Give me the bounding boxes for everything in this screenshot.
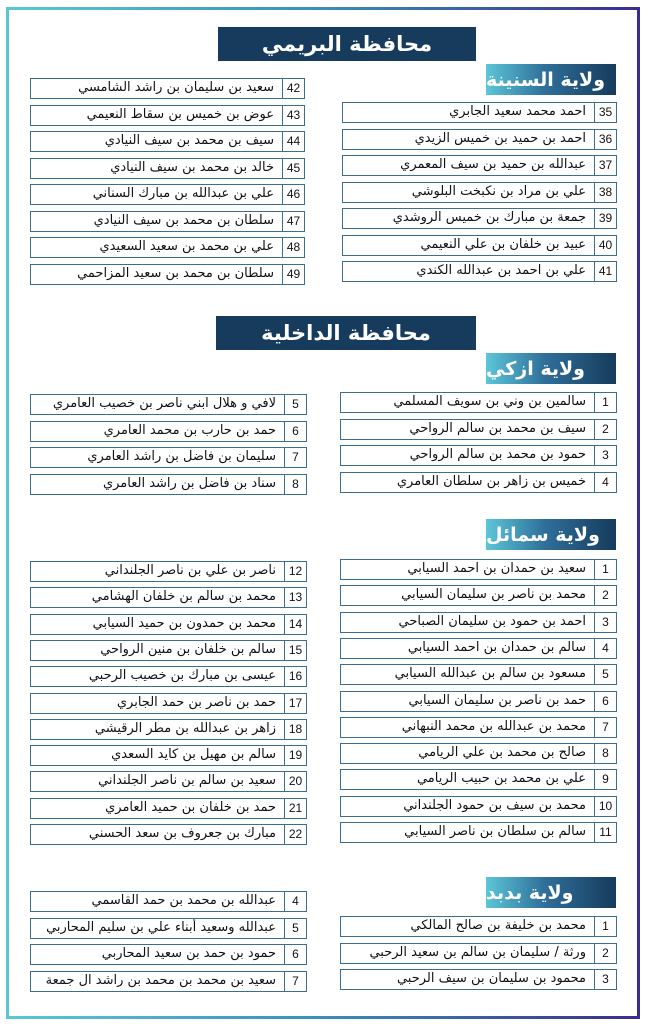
list-item [30, 264, 305, 285]
list-item [30, 719, 307, 740]
list-item [340, 969, 617, 990]
list-item-name: لافي و هلال ابني ناصر بن خصيب العامري [30, 394, 285, 415]
list-item-name: سيف بن محمد بن سيف النيادي [30, 131, 283, 152]
list-item-number: 44 [283, 131, 305, 152]
list-item [30, 158, 305, 179]
list-item-name: علي بن محمد بن سعيد السعيدي [30, 237, 283, 258]
list-item [340, 638, 617, 659]
list-item [340, 472, 617, 493]
list-item-name: سناد بن فاضل بن راشد العامري [30, 474, 285, 495]
list-item [340, 916, 617, 937]
list-item-number: 18 [285, 719, 307, 740]
list-item-name: ورثة / سليمان بن سالم بن سعيد الرحبي [340, 943, 595, 964]
list-item-number: 1 [595, 916, 617, 937]
list-item [30, 891, 307, 912]
list-item [340, 769, 617, 790]
list-item [30, 184, 305, 205]
list-item [342, 235, 617, 256]
list-item-name: سالم بن خلفان بن منين الرواحي [30, 640, 285, 661]
list-item [30, 693, 307, 714]
list-item-name: صالح بن محمد بن علي الريامي [340, 743, 595, 764]
wilaya-tag-izki: ولاية ازكي [486, 353, 616, 384]
list-item-number: 7 [595, 717, 617, 738]
list-item [30, 918, 307, 939]
list-item [340, 559, 617, 580]
list-item [340, 743, 617, 764]
list-item-name: محمد بن عبدالله بن محمد النبهاني [340, 717, 595, 738]
list-item-name: محمد بن سالم بن خلفان الهشامي [30, 587, 285, 608]
list-item-number: 42 [283, 78, 305, 99]
list-item [340, 691, 617, 712]
list-item-number: 2 [595, 943, 617, 964]
list-item-number: 5 [285, 918, 307, 939]
list-item-number: 4 [285, 891, 307, 912]
list-item-number: 48 [283, 237, 305, 258]
list-item-number: 10 [595, 796, 617, 817]
list-item-name: سيف بن محمد بن سالم الرواحي [340, 419, 595, 440]
list-item-number: 8 [595, 743, 617, 764]
list-item-name: حمد بن خلفان بن حميد العامري [30, 798, 285, 819]
list-item-name: محمد بن خليفة بن صالح المالكي [340, 916, 595, 937]
list-item-number: 4 [595, 638, 617, 659]
list-item [30, 421, 307, 442]
list-item-name: سلطان بن محمد بن سعيد المزاحمي [30, 264, 283, 285]
list-item [342, 129, 617, 150]
list-item-number: 5 [595, 664, 617, 685]
list-item-number: 1 [595, 559, 617, 580]
list-item-name: مسعود بن سالم بن عبدالله السيابي [340, 664, 595, 685]
wilaya-tag-bidbid: ولاية بدبد [486, 877, 616, 908]
list-item [342, 102, 617, 123]
list-item-number: 14 [285, 614, 307, 635]
list-item-name: سالم بن حمدان بن احمد السيابي [340, 638, 595, 659]
list-item [340, 822, 617, 843]
list-item-name: سعيد بن سليمان بن راشد الشامسي [30, 78, 283, 99]
list-item [342, 208, 617, 229]
list-item-name: احمد بن حمود بن سليمان الصباحي [340, 612, 595, 633]
list-item-name: عبدالله بن محمد بن حمد القاسمي [30, 891, 285, 912]
list-item-name: عوض بن خميس بن سقاط النعيمي [30, 105, 283, 126]
governorate-banner-buraimi: محافظة البريمي [218, 27, 476, 61]
list-item-number: 37 [595, 155, 617, 176]
list-item-number: 3 [595, 969, 617, 990]
list-item-number: 5 [285, 394, 307, 415]
list-item-number: 15 [285, 640, 307, 661]
list-item-name: حمد بن ناصر بن حمد الجابري [30, 693, 285, 714]
list-item-name: محمد بن سيف بن حمود الجلنداني [340, 796, 595, 817]
list-item [30, 666, 307, 687]
list-item-number: 1 [595, 392, 617, 413]
list-item [340, 796, 617, 817]
list-item-name: حمود بن محمد بن سالم الرواحي [340, 445, 595, 466]
list-item-name: سلطان بن محمد بن سيف النيادي [30, 211, 283, 232]
list-item-number: 46 [283, 184, 305, 205]
list-item [30, 474, 307, 495]
list-item [30, 237, 305, 258]
list-item-name: علي بن عبدالله بن مبارك السناني [30, 184, 283, 205]
list-item-name: محمد بن حمدون بن حميد السيابي [30, 614, 285, 635]
list-item-number: 40 [595, 235, 617, 256]
list-item-name: علي بن احمد بن عبدالله الكندي [342, 261, 595, 282]
list-item-name: عيسى بن مبارك بن خصيب الرحبي [30, 666, 285, 687]
list-item [30, 587, 307, 608]
list-item-number: 45 [283, 158, 305, 179]
list-item-number: 21 [285, 798, 307, 819]
list-item [340, 664, 617, 685]
list-item-name: سليمان بن فاضل بن راشد العامري [30, 447, 285, 468]
list-item [30, 394, 307, 415]
list-item-number: 6 [595, 691, 617, 712]
wilaya-tag-samail: ولاية سمائل [486, 519, 616, 550]
list-item-number: 38 [595, 182, 617, 203]
list-item [30, 745, 307, 766]
list-item-number: 20 [285, 771, 307, 792]
list-item [30, 824, 307, 845]
list-item-number: 9 [595, 769, 617, 790]
list-item-number: 36 [595, 129, 617, 150]
list-item [30, 211, 305, 232]
list-item-name: جمعة بن مبارك بن خميس الروشدي [342, 208, 595, 229]
list-item-number: 16 [285, 666, 307, 687]
list-item [30, 561, 307, 582]
list-item [30, 771, 307, 792]
list-item-number: 39 [595, 208, 617, 229]
list-item [30, 131, 305, 152]
list-item-name: محمود بن سليمان بن سيف الرحبي [340, 969, 595, 990]
list-item-number: 35 [595, 102, 617, 123]
list-item-number: 13 [285, 587, 307, 608]
list-item-number: 7 [285, 447, 307, 468]
list-item [30, 640, 307, 661]
list-item-number: 7 [285, 971, 307, 992]
list-item [30, 78, 305, 99]
list-item-name: سالمين بن وني بن سويف المسلمي [340, 392, 595, 413]
list-item-number: 6 [285, 944, 307, 965]
list-item [340, 612, 617, 633]
list-item-number: 19 [285, 745, 307, 766]
list-item [340, 445, 617, 466]
list-item [340, 943, 617, 964]
list-item-number: 8 [285, 474, 307, 495]
list-item [30, 798, 307, 819]
list-item-number: 12 [285, 561, 307, 582]
list-item [340, 717, 617, 738]
list-item-name: سعيد بن سالم بن ناصر الجلنداني [30, 771, 285, 792]
list-item-name: خالد بن محمد بن سيف النيادي [30, 158, 283, 179]
list-item-name: زاهر بن عبدالله بن مطر الرقيشي [30, 719, 285, 740]
list-item-name: خميس بن زاهر بن سلطان العامري [340, 472, 595, 493]
list-item-number: 47 [283, 211, 305, 232]
list-item-number: 41 [595, 261, 617, 282]
list-item-name: حمود بن حمد بن سعيد المحاربي [30, 944, 285, 965]
list-item [340, 419, 617, 440]
list-item-name: عبدالله بن حميد بن سيف المعمري [342, 155, 595, 176]
list-item-name: ناصر بن علي بن ناصر الجلنداني [30, 561, 285, 582]
list-item-name: علي بن محمد بن حبيب الريامي [340, 769, 595, 790]
list-item-name: علي بن مراد بن نكبخت البلوشي [342, 182, 595, 203]
list-item-number: 22 [285, 824, 307, 845]
list-item-name: سالم بن سلطان بن ناصر السيابي [340, 822, 595, 843]
list-item-number: 11 [595, 822, 617, 843]
list-item-number: 4 [595, 472, 617, 493]
list-item-name: احمد بن حميد بن خميس الزيدي [342, 129, 595, 150]
list-item-name: محمد بن ناصر بن سليمان السيابي [340, 585, 595, 606]
list-item [30, 971, 307, 992]
list-item [342, 182, 617, 203]
list-item [30, 944, 307, 965]
list-item [30, 614, 307, 635]
list-item-name: حمد بن ناصر بن سليمان السيابي [340, 691, 595, 712]
list-item-number: 3 [595, 445, 617, 466]
governorate-banner-dakhiliyah: محافظة الداخلية [216, 316, 476, 350]
list-item-name: مبارك بن جعروف بن سعد الحسني [30, 824, 285, 845]
list-item-name: سعيد بن محمد بن محمد بن راشد ال جمعة [30, 971, 285, 992]
list-item-name: سعيد بن حمدان بن احمد السيابي [340, 559, 595, 580]
list-item-name: احمد محمد سعيد الجابري [342, 102, 595, 123]
list-item-number: 2 [595, 585, 617, 606]
list-item [30, 447, 307, 468]
wilaya-tag-sunaynah: ولاية السنينة [486, 64, 616, 95]
list-item [340, 392, 617, 413]
list-item [342, 155, 617, 176]
list-item-number: 17 [285, 693, 307, 714]
list-item-name: حمد بن حارب بن محمد العامري [30, 421, 285, 442]
list-item-number: 3 [595, 612, 617, 633]
list-item-name: عبدالله وسعيد أبناء علي بن سليم المحاربي [30, 918, 285, 939]
list-item-number: 6 [285, 421, 307, 442]
list-item-name: عبيد بن خلفان بن علي النعيمي [342, 235, 595, 256]
list-item-name: سالم بن مهيل بن كايد السعدي [30, 745, 285, 766]
list-item-number: 43 [283, 105, 305, 126]
list-item-number: 2 [595, 419, 617, 440]
list-item-number: 49 [283, 264, 305, 285]
list-item [340, 585, 617, 606]
list-item [30, 105, 305, 126]
list-item [342, 261, 617, 282]
